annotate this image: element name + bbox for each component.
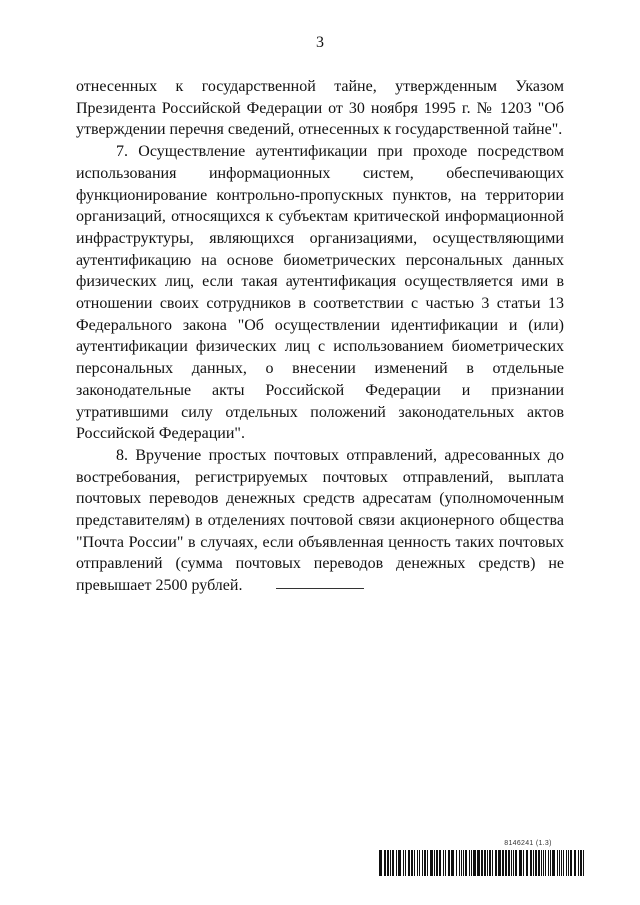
barcode-bar (578, 850, 579, 876)
barcode-bar (379, 850, 382, 876)
paragraph-item-7: 7. Осуществление аутентификации при проходе посредством использования информационных систем, обеспечивающих функционирование контрольно-пропускных пунктов, на территории организаций, относящихся к субъектам критической информационной инфраструктуры, являющихся организациями, осуществляющими аутентификацию на основе биометрических персональных данных физических лиц, если такая аутентификация осуществляется ими в отношении своих сотрудников в соответствии с частью 3 статьи 13 Федерального закона "Об осуществлении идентификации и (или) аутентификации физических лиц с использованием биометрических персональных данных, о внесении изменений в отдельные законодательные акты Российской Федерации и признании утратившими силу отдельных положений законодательных актов Российской Федерации". (76, 143, 564, 443)
barcode-bar (398, 850, 401, 876)
barcode-bar (526, 850, 528, 876)
barcode-bar (419, 850, 420, 876)
barcode-bar (545, 850, 546, 876)
barcode-bar (515, 850, 517, 876)
barcode-bar (477, 850, 480, 876)
barcode-bar (498, 850, 501, 876)
barcode-bar (508, 850, 510, 876)
barcode-bar (543, 850, 544, 876)
barcode-bar (538, 850, 540, 876)
barcode-bar (427, 850, 428, 876)
barcode-bar (519, 850, 522, 876)
barcode (378, 850, 588, 876)
barcode-bar (523, 850, 524, 876)
page-number: 3 (316, 34, 324, 51)
barcode-bar (424, 850, 426, 876)
barcode-bar (513, 850, 514, 876)
barcode-bar (473, 850, 476, 876)
barcode-bar (568, 850, 569, 876)
barcode-bar (505, 850, 507, 876)
barcode-bar (405, 850, 406, 876)
barcode-bar (469, 850, 470, 876)
barcode-bar (403, 850, 404, 876)
barcode-bar (408, 850, 410, 876)
barcode-bar (550, 850, 551, 876)
barcode-bar (495, 850, 497, 876)
barcode-bar (541, 850, 542, 876)
barcode-bar (414, 850, 415, 876)
barcode-bar (548, 850, 549, 876)
barcode-bar (574, 850, 576, 876)
barcode-bar (580, 850, 582, 876)
barcode-bar (530, 850, 532, 876)
barcode-bar (434, 850, 435, 876)
barcode-bar (570, 850, 572, 876)
barcode-bar (557, 850, 558, 876)
section-separator (276, 588, 364, 589)
barcode-bar (390, 850, 391, 876)
barcode-bar (563, 850, 564, 876)
barcode-bar (384, 850, 386, 876)
paragraph-continuation: отнесенных к государственной тайне, утвержденным Указом Президента Российской Федерации от 30 ноября 1995 г. № 1203 "Об утверждении перечня сведений, отнесенных к государственной тайне". (76, 78, 564, 139)
barcode-bar (559, 850, 560, 876)
barcode-bar (456, 850, 457, 876)
barcode-bar (445, 850, 446, 876)
barcode-bar (552, 850, 555, 876)
barcode-bar (417, 850, 418, 876)
barcode-bar (463, 850, 464, 876)
paragraph-item-8: 8. Вручение простых почтовых отправлений, адресованных до востребования, регистрируемых почтовых отправлений, выплата почтовых переводов денежных средств адресатам (уполномоченным представителям) в отделениях почтовой связи акционерного общества "Почта России" в случаях, если объявленная ценность таких почтовых отправлений (сумма почтовых переводов денежных средств) не превышает 2500 рублей. (76, 446, 564, 595)
barcode-bar (422, 850, 423, 876)
barcode-bar (396, 850, 397, 876)
barcode-bar (387, 850, 389, 876)
barcode-bar (484, 850, 486, 876)
barcode-bar (430, 850, 433, 876)
barcode-bar (411, 850, 413, 876)
barcode-bar (481, 850, 483, 876)
barcode-bar (439, 850, 441, 876)
document-body (76, 76, 564, 597)
barcode-bar (535, 850, 537, 876)
barcode-bar (511, 850, 512, 876)
barcode-bar (566, 850, 567, 876)
barcode-bar (461, 850, 462, 876)
barcode-bar (492, 850, 493, 876)
barcode-bar (489, 850, 491, 876)
barcode-bar (471, 850, 472, 876)
document-code: 8146241 (1.3) (504, 840, 552, 847)
barcode-bar (561, 850, 562, 876)
barcode-bar (392, 850, 394, 876)
barcode-bar (436, 850, 438, 876)
barcode-bar (502, 850, 504, 876)
barcode-bar (465, 850, 467, 876)
barcode-bar (583, 850, 584, 876)
barcode-bar (459, 850, 460, 876)
barcode-bar (443, 850, 444, 876)
barcode-bar (448, 850, 450, 876)
barcode-bar (451, 850, 454, 876)
barcode-bar (487, 850, 488, 876)
barcode-bar (533, 850, 534, 876)
